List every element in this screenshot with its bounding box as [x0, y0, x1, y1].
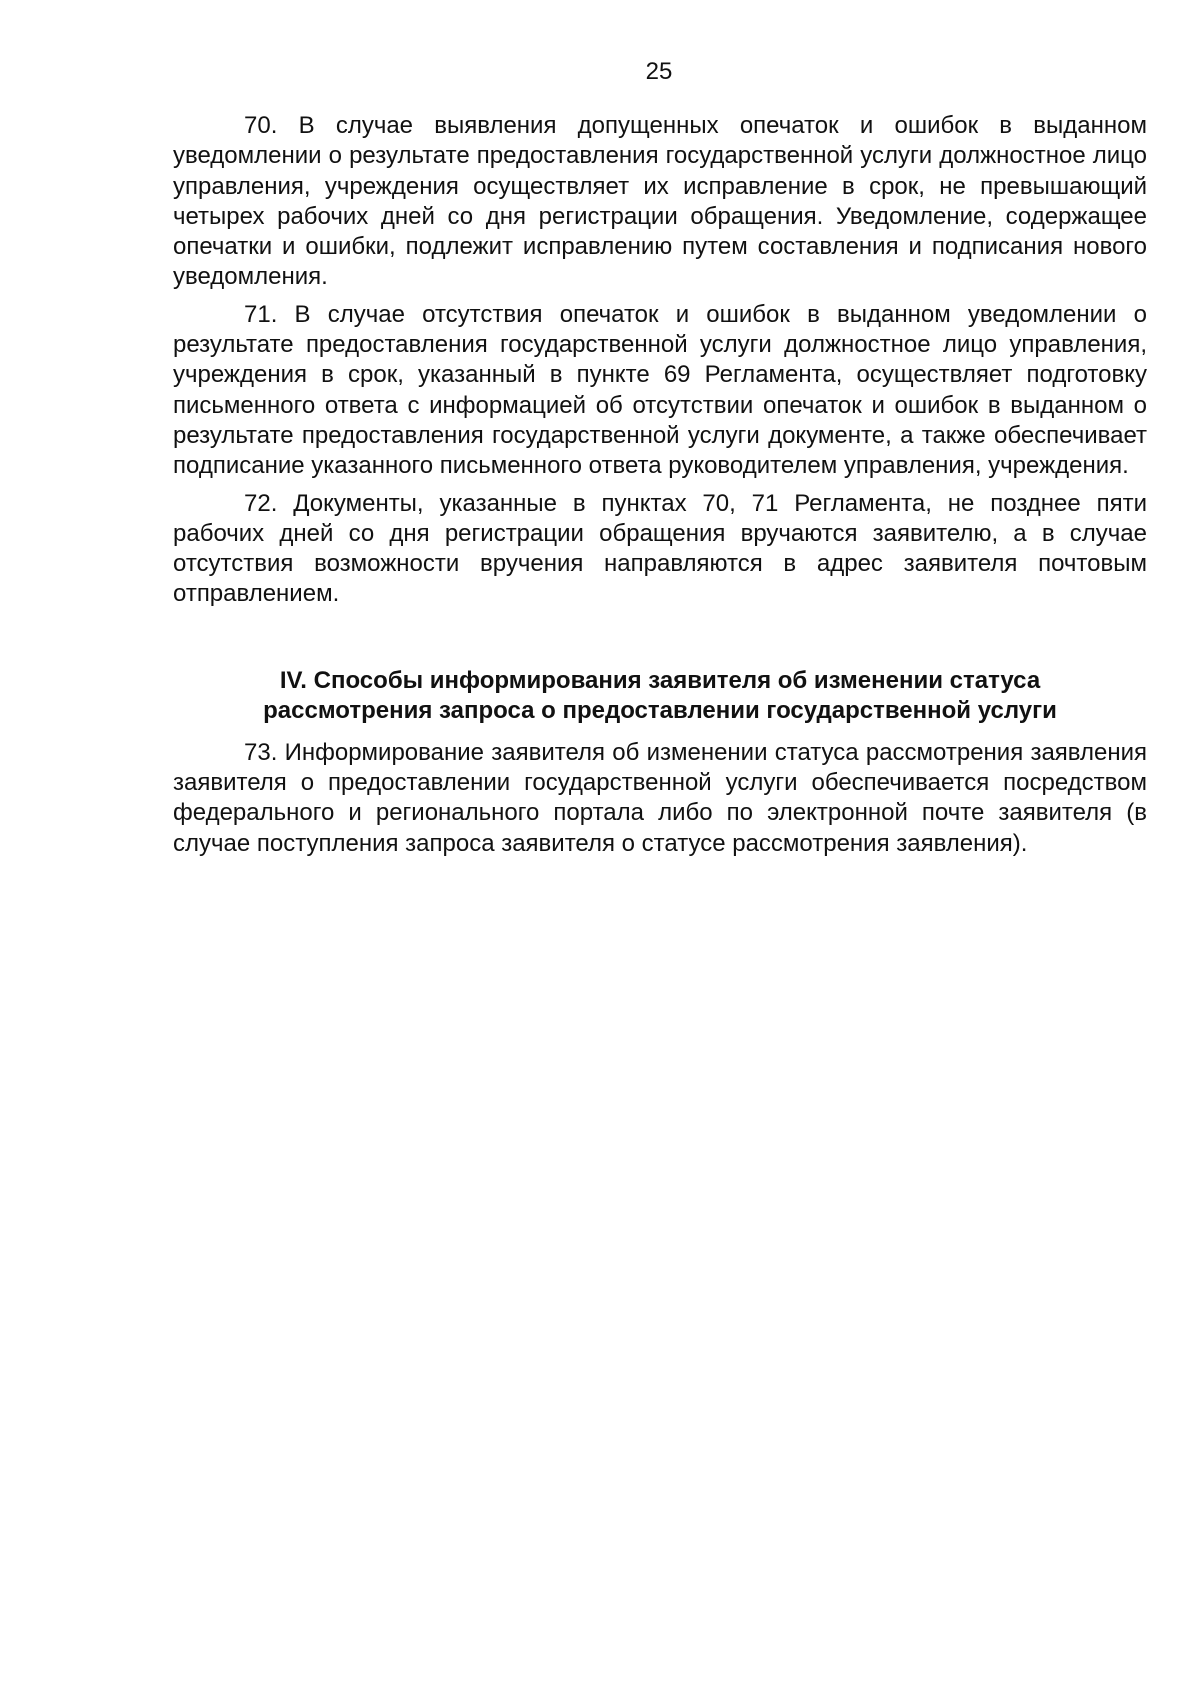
paragraph-70: 70. В случае выявления допущенных опечаток и ошибок в выданном уведомлении о результате предоставления государственной услуги должностное лицо управления, учреждения осуществляет их исправление в срок, не превышающий четырех рабочих дней со дня регистрации обращения. Уведомление, содержащее опечатки и ошибки, подлежит исправлению путем составления и подписания нового уведомления. [173, 112, 1147, 291]
paragraph-72: 72. Документы, указанные в пунктах 70, 71 Регламента, не позднее пяти рабочих дней со дня регистрации обращения вручаются заявителю, а в случае отсутствия возможности вручения направляются в адрес заявителя почтовым отправлением. [173, 489, 1147, 608]
paragraph-71: 71. В случае отсутствия опечаток и ошибок в выданном уведомлении о результате предоставления государственной услуги должностное лицо управления, учреждения в срок, указанный в пункте 69 Регламента, осуществляет подготовку письменного ответа с информацией об отсутствии опечаток и ошибок в выданном о результате предоставления государственной услуги документе, а также обеспечивает подписание указанного письменного ответа руководителем управления, учреждения. [173, 300, 1147, 480]
section-title: IV. Способы информирования заявителя об изменении статуса рассмотрения запроса о предоставлении государственной услуги [263, 666, 1057, 724]
document-body [173, 111, 1147, 866]
page-number: 25 [645, 58, 673, 85]
paragraph-73: 73. Информирование заявителя об изменении статуса рассмотрения заявления заявителя о предоставлении государственной услуги обеспечивается посредством федерального и регионального портала либо по электронной почте заявителя (в случае поступления запроса заявителя о статусе рассмотрения заявления). [173, 738, 1147, 857]
